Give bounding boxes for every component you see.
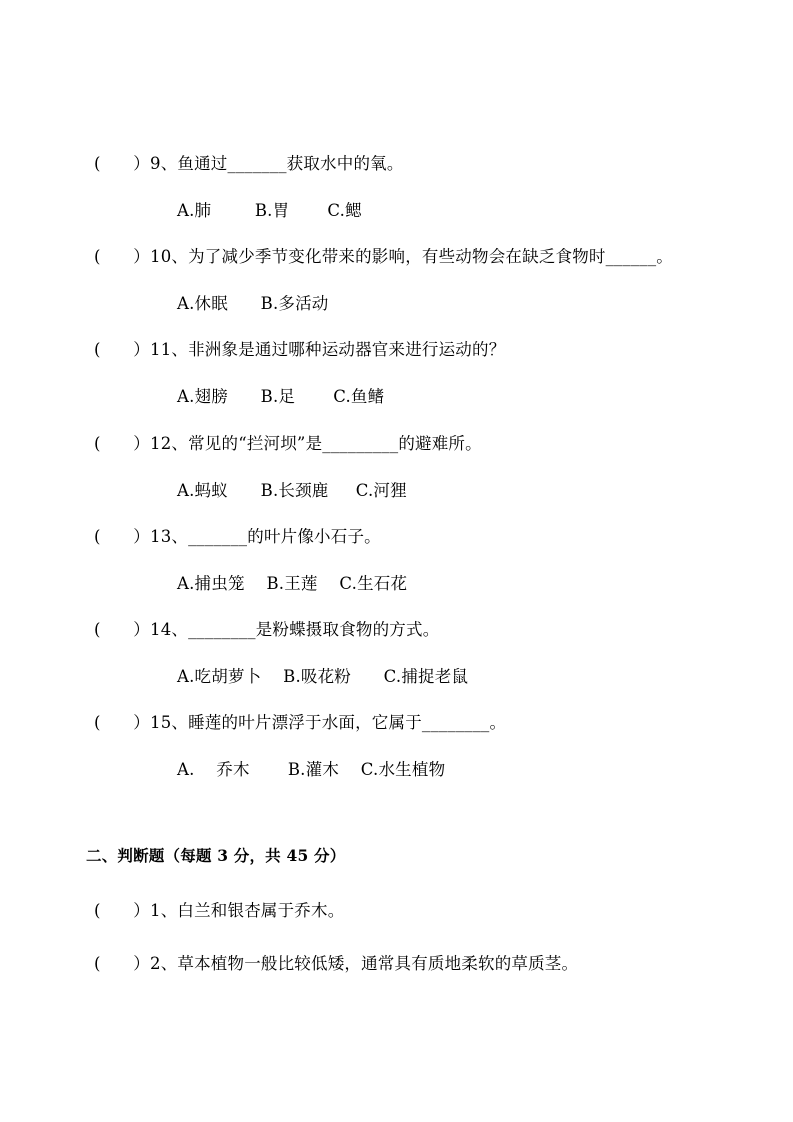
judge-item-2: ( ）2、草本植物一般比较低矮，通常具有质地柔软的草质茎。 [94, 954, 579, 973]
question-13-options: A.捕虫笼 B.王莲 C.生石花 [177, 574, 408, 593]
question-15-options: A. 乔木 B.灌木 C.水生植物 [177, 760, 446, 779]
question-10-options: A.休眠 B.多活动 [177, 294, 329, 313]
question-13: ( ）13、_______的叶片像小石子。 [94, 527, 381, 546]
question-10: ( ）10、为了减少季节变化带来的影响，有些动物会在缺乏食物时______。 [94, 247, 674, 266]
question-12-options: A.蚂蚁 B.长颈鹿 C.河狸 [177, 481, 407, 500]
section-two-heading: 二、判断题（每题 3 分，共 45 分） [86, 846, 346, 865]
question-11-options: A.翅膀 B.足 C.鱼鳍 [177, 387, 385, 406]
question-14-options: A.吃胡萝卜 B.吸花粉 C.捕捉老鼠 [177, 667, 469, 686]
question-9-options: A.肺 B.胃 C.鳃 [177, 201, 362, 220]
question-12: ( ）12、常见的“拦河坝”是_________的避难所。 [94, 434, 482, 453]
question-9: ( ）9、鱼通过_______获取水中的氧。 [94, 154, 404, 173]
question-15: ( ）15、睡莲的叶片漂浮于水面，它属于________。 [94, 713, 507, 732]
judge-item-1: ( ）1、白兰和银杏属于乔木。 [94, 901, 345, 920]
question-14: ( ）14、________是粉蝶摄取食物的方式。 [94, 620, 440, 639]
question-11: ( ）11、非洲象是通过哪种运动器官来进行运动的？ [94, 340, 506, 359]
